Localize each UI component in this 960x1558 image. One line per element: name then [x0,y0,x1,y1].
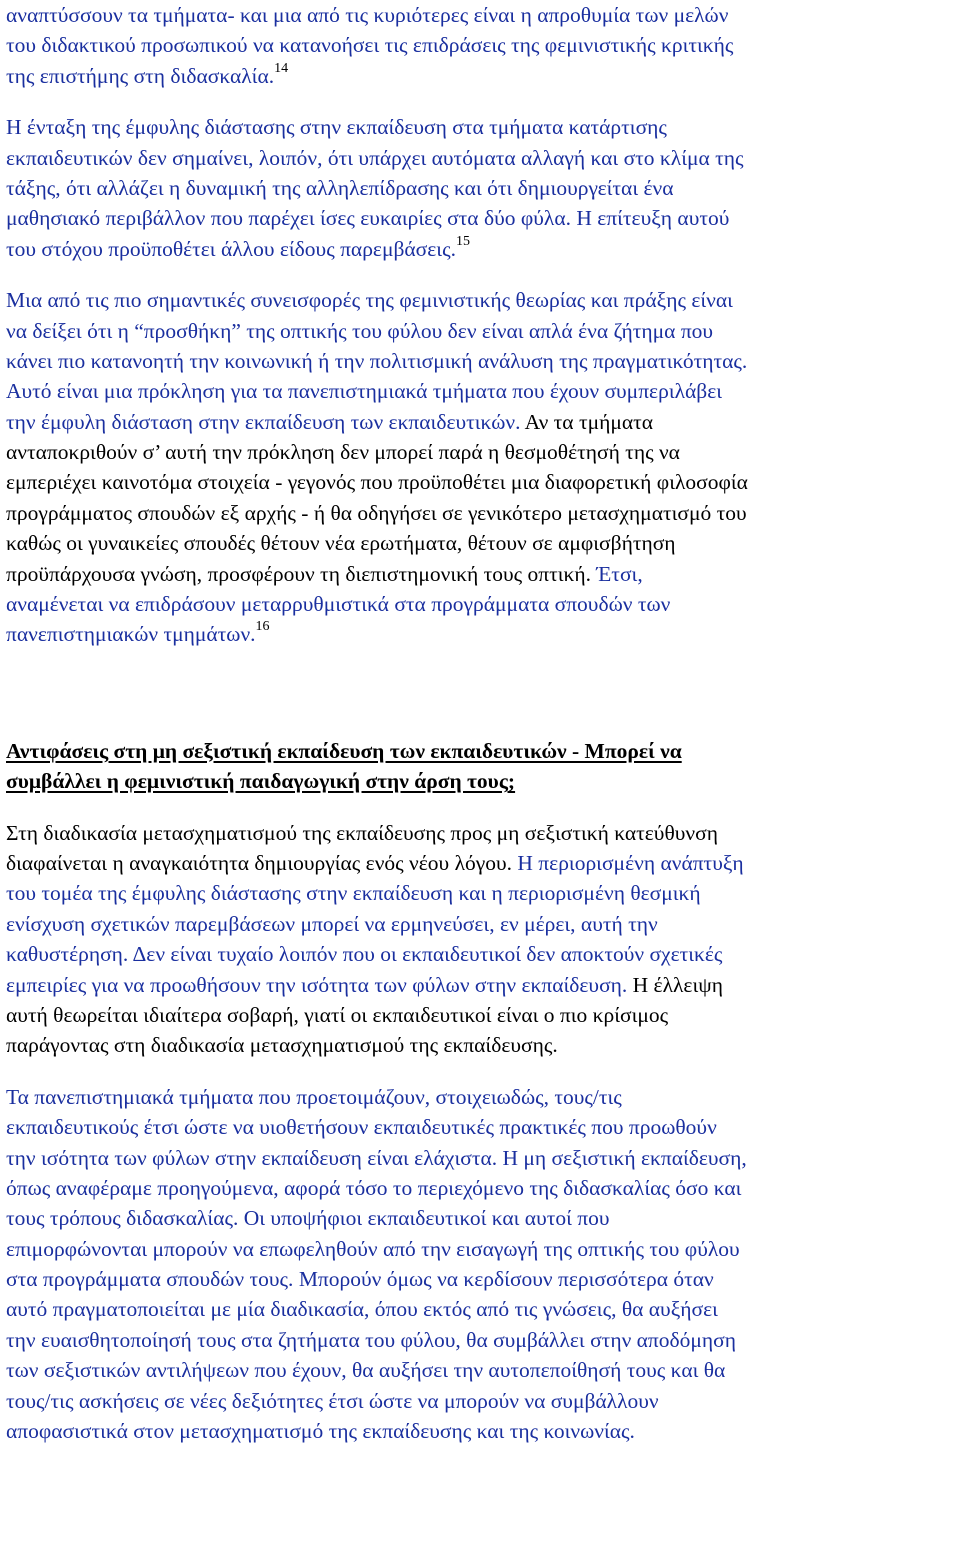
paragraph-3 [6,285,956,650]
text-segment: της επιστήμης στη διδασκαλία. [6,63,275,88]
text-line: να δείξει ότι η “προσθήκη” της οπτικής του φύλου δεν είναι απλά ένα ζήτημα που [6,318,714,343]
document-page [6,0,956,1446]
text-line [6,619,956,649]
text-line: Η ένταξη της έμφυλης διάστασης στην εκπαίδευση στα τμήματα κατάρτισης [6,115,667,140]
text-segment: Μπορούν όμως να κερδίσουν περισσότερα όταν [293,1267,714,1292]
text-segment: καθυστέρηση. [6,942,129,967]
text-line: παράγοντας στη διαδικασία μετασχηματισμού της εκπαίδευσης. [6,1033,558,1058]
text-line: των σεξιστικών αντιλήψεων που έχουν, θα αυξήσει την αυτοπεποίθησή τους και θα [6,1358,726,1383]
text-segment: πανεπιστημιακών τμημάτων. [6,622,256,647]
text-line [6,848,956,878]
text-line [6,1143,956,1173]
text-line: όπως αναφέραμε προηγούμενα, αφορά τόσο το περιεχόμενο της διδασκαλίας όσο και [6,1175,742,1200]
text-line: ενίσχυση σχετικών παρεμβάσεων μπορεί να ερμηνεύσει, εν μέρει, αυτή την [6,911,658,936]
text-line [6,1264,956,1294]
text-segment: προϋπάρχουσα γνώση, προσφέρουν τη διεπιστημονική τους οπτική. [6,561,592,586]
text-line: αναμένεται να επιδράσουν μεταρρυθμιστικά στα προγράμματα σπουδών των [6,592,671,617]
text-line: αυτή θεωρείται ιδιαίτερα σοβαρή, γιατί οι εκπαιδευτικοί είναι ο πιο κρίσιμος [6,1002,669,1027]
text-line: Τα πανεπιστημιακά τμήματα που προετοιμάζουν, στοιχειωδώς, τους/τις [6,1084,622,1109]
text-segment: εμπειρίες για να προωθήσουν την ισότητα των φύλων στην εκπαίδευση. [6,972,628,997]
text-line: ανταποκριθούν σ’ αυτή την πρόκληση δεν μπορεί παρά η θεσμοθέτησή της να [6,440,680,465]
text-line: κάνει πιο κατανοητή την κοινωνική ή την πολιτισμική ανάλυση της πραγματικότητας. [6,348,748,373]
heading-line: συμβάλλει η φεμινιστική παιδαγωγική στην άρση τους; [6,769,516,794]
text-line: προγράμματος σπουδών εξ αρχής - ή θα οδηγήσει σε γενικότερο μετασχηματισμό του [6,500,747,525]
text-line: Αυτό είναι μια πρόκληση για τα πανεπιστημιακά τμήματα που έχουν συμπεριλάβει [6,379,723,404]
footnote-marker: 15 [455,233,470,249]
text-segment: Η έλλειψη [627,972,723,997]
text-line: επιμορφώνονται μπορούν να επωφεληθούν από την εισαγωγή της οπτικής του φύλου [6,1236,740,1261]
text-line [6,407,956,437]
text-segment: Έτσι, [591,561,643,586]
text-segment: τους τρόπους διδασκαλίας. [6,1206,239,1231]
text-line: τους/τις ασκήσεις σε νέες δεξιότητες έτσι ώστε να μπορούν να συμβάλλουν [6,1388,659,1413]
text-line: εμπεριέχει καινοτόμα στοιχεία - γεγονός που προϋποθέτει μια διαφορετική φιλοσοφία [6,470,748,495]
paragraph-2 [6,112,956,264]
paragraph-5 [6,1082,956,1447]
text-segment: Η μη σεξιστική εκπαίδευση, [497,1145,747,1170]
text-segment: στα προγράμματα σπουδών τους. [6,1267,294,1292]
footnote-marker: 16 [255,619,270,635]
text-segment: την ισότητα των φύλων στην εκπαίδευση είναι ελάχιστα. [6,1145,498,1170]
text-segment: διαφαίνεται η αναγκαιότητα δημιουργίας ενός νέου λόγου. [6,850,513,875]
footnote-marker: 14 [274,60,289,76]
text-line: αποφασιστικά στον μετασχηματισμό της εκπαίδευσης και της κοινωνίας. [6,1419,635,1444]
text-line: εκπαιδευτικών δεν σημαίνει, λοιπόν, ότι υπάρχει αυτόματα αλλαγή και στο κλίμα της [6,145,744,170]
text-line [6,1203,956,1233]
text-line: αναπτύσσουν τα τμήματα- και μια από τις κυριότερες είναι η απροθυμία των μελών [6,3,729,27]
text-line: εκπαιδευτικούς έτσι ώστε να υιοθετήσουν εκπαιδευτικές πρακτικές που προωθούν [6,1115,717,1140]
text-segment: Αν τα τμήματα [520,409,654,434]
text-line: τάξης, ότι αλλάζει η δυναμική της αλληλεπίδρασης και ότι δημιουργείται ένα [6,175,674,200]
text-line: μαθησιακό περιβάλλον που παρέχει ίσες ευκαιρίες στα δύο φύλα. Η επίτευξη αυτού [6,206,730,231]
text-line: Στη διαδικασία μετασχηματισμού της εκπαίδευσης προς μη σεξιστική κατεύθυνση [6,820,718,845]
paragraph-1 [6,0,956,91]
text-line: την ευαισθητοποίησή τους στα ζητήματα του φύλου, θα συμβάλλει στην αποδόμηση [6,1327,737,1352]
paragraph-4 [6,818,956,1061]
section-heading [6,736,956,797]
text-segment: Δεν είναι τυχαίο λοιπόν που οι εκπαιδευτικοί δεν αποκτούν σχετικές [128,942,723,967]
text-line [6,234,956,264]
text-line: του τομέα της έμφυλης διάστασης στην εκπαίδευση και η περιορισμένη θεσμική [6,881,701,906]
text-line [6,939,956,969]
text-line [6,61,956,91]
text-line: καθώς οι γυναικείες σπουδές θέτουν νέα ερωτήματα, θέτουν σε αμφισβήτηση [6,531,676,556]
text-segment: την έμφυλη διάσταση στην εκπαίδευση των εκπαιδευτικών. [6,409,521,434]
text-line: του διδακτικού προσωπικού να κατανοήσει τις επιδράσεις της φεμινιστικής κριτικής [6,33,734,58]
text-line [6,970,956,1000]
text-line: αυτό πραγματοποιείται με μία διαδικασία, όπου εκτός από τις γνώσεις, θα αυξήσει [6,1297,718,1322]
text-line [6,559,956,589]
text-segment: του στόχου προϋποθέτει άλλου είδους παρεμβάσεις. [6,236,456,261]
text-line: Μια από τις πιο σημαντικές συνεισφορές της φεμινιστικής θεωρίας και πράξης είναι [6,288,733,313]
text-segment: Οι υποψήφιοι εκπαιδευτικοί και αυτοί που [238,1206,610,1231]
heading-line: Αντιφάσεις στη μη σεξιστική εκπαίδευση των εκπαιδευτικών - Μπορεί να [6,738,682,763]
text-segment: Η περιορισμένη ανάπτυξη [512,850,744,875]
